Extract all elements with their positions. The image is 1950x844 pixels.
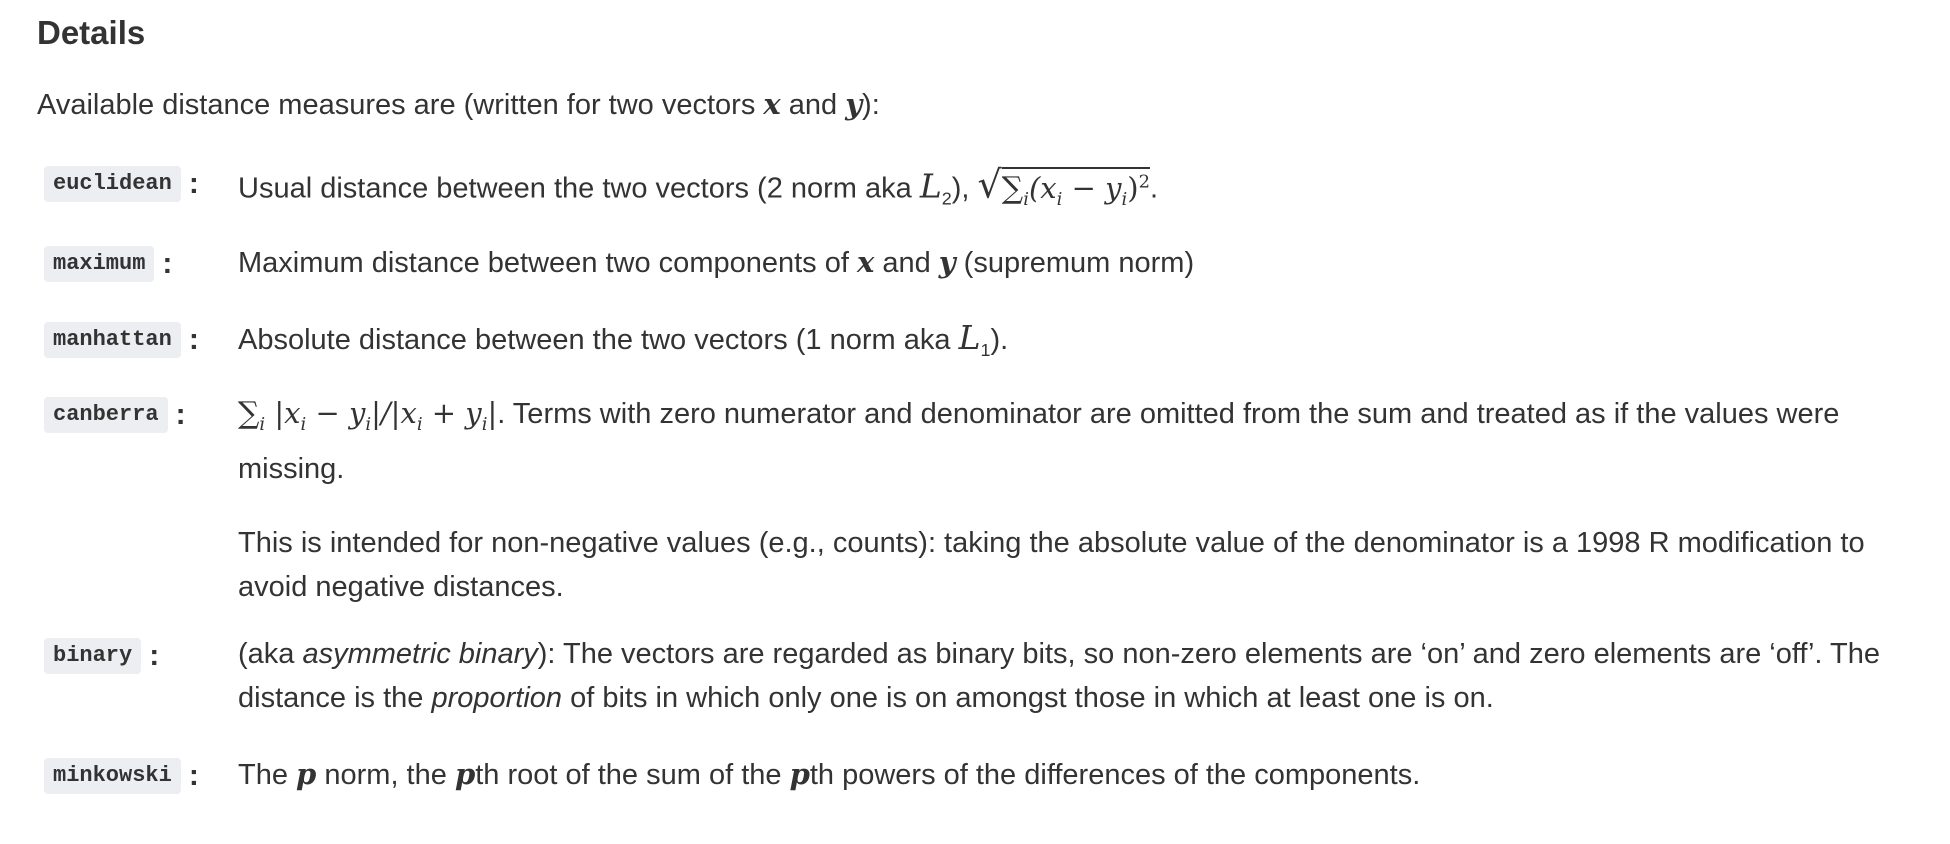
math-text: | <box>487 396 498 430</box>
math-text: (x <box>1028 170 1057 205</box>
desc-binary <box>238 632 1928 720</box>
desc-text: (supremum norm) <box>955 247 1195 279</box>
sum-symbol: ∑ <box>238 396 260 431</box>
canberra-para-1 <box>238 391 1928 491</box>
desc-text: and <box>874 247 939 279</box>
math-sub: 1 <box>980 339 991 360</box>
intro-end: ): <box>862 89 880 121</box>
desc-canberra <box>238 391 1928 609</box>
desc-text: (aka <box>238 638 303 670</box>
canberra-formula <box>238 396 498 435</box>
term-colon: : <box>162 247 173 280</box>
term-colon: : <box>188 167 199 200</box>
code-maximum: maximum <box>44 246 154 282</box>
desc-text: . Terms with zero numerator and denominator are omitted from the sum and treated as if the values were missing. <box>238 398 1840 485</box>
math-L: L <box>958 318 981 357</box>
math-sub: i <box>365 413 372 435</box>
term-manhattan <box>44 322 199 358</box>
term-binary <box>44 638 159 674</box>
desc-text: The <box>238 759 297 791</box>
intro-paragraph <box>37 86 880 123</box>
desc-text: th powers of the differences of the components. <box>809 759 1421 791</box>
math-text: − y <box>1062 170 1122 205</box>
code-binary: binary <box>44 638 141 674</box>
math-x: x <box>856 245 875 279</box>
desc-euclidean <box>238 160 1928 221</box>
math-text: |/|x <box>371 396 417 430</box>
math-sup: 2 <box>1138 171 1150 192</box>
math-x: x <box>763 87 781 121</box>
math-y: y <box>845 87 863 121</box>
math-sub: i <box>1121 188 1128 210</box>
desc-text: Absolute distance between the two vectors (1 norm aka <box>238 324 959 356</box>
canberra-para-2: This is intended for non-negative values (e.g., counts): taking the absolute value of the denominator is a 1998 R modification to avoid negative distances. <box>238 526 1865 603</box>
math-sub: i <box>300 413 307 435</box>
sqrt-icon: √ <box>977 162 1002 207</box>
math-p: p <box>789 757 810 791</box>
emphasis-text: proportion <box>431 682 563 714</box>
emphasis-text: asymmetric binary <box>302 638 538 670</box>
math-L: L <box>919 166 942 206</box>
desc-text: ): The vectors are regarded as binary bits, so non-zero elements are ‘on’ and zero elements are ‘off’. The distance is the <box>238 638 1880 714</box>
term-colon: : <box>149 639 160 672</box>
math-p: p <box>296 757 317 791</box>
term-minkowski <box>44 758 199 794</box>
math-p: p <box>454 757 476 791</box>
desc-manhattan <box>238 316 1928 372</box>
desc-text: ). <box>990 324 1009 356</box>
term-colon: : <box>188 759 199 792</box>
desc-minkowski <box>238 752 1928 797</box>
term-canberra <box>44 397 186 433</box>
math-y: y <box>938 245 956 279</box>
math-sub: i <box>416 413 423 435</box>
term-colon: : <box>188 323 199 356</box>
intro-text: Available distance measures are (written for two vectors <box>37 89 764 121</box>
code-manhattan: manhattan <box>44 322 181 358</box>
math-text: − y <box>306 396 366 430</box>
desc-text: norm, the <box>316 759 455 791</box>
euclidean-formula <box>1001 167 1150 210</box>
math-text: |x <box>265 396 301 430</box>
desc-text: ), <box>951 172 978 205</box>
desc-text: . <box>1150 172 1159 205</box>
section-heading: Details <box>37 14 146 51</box>
code-canberra: canberra <box>44 397 168 433</box>
desc-maximum <box>238 240 1928 285</box>
sum-symbol: ∑ <box>1001 170 1024 206</box>
math-sub: i <box>259 413 266 435</box>
term-euclidean <box>44 166 199 202</box>
math-sub: i <box>1056 188 1063 210</box>
code-minkowski: minkowski <box>44 758 181 794</box>
math-sub: 2 <box>941 188 952 209</box>
math-sub: i <box>1023 188 1029 210</box>
math-text: + y <box>422 396 482 430</box>
desc-text: of bits in which only one is on amongst those in which at least one is on. <box>562 682 1494 714</box>
code-euclidean: euclidean <box>44 166 181 202</box>
term-colon: : <box>175 398 186 431</box>
intro-and: and <box>780 89 846 121</box>
desc-text: Maximum distance between two components of <box>238 247 857 279</box>
term-maximum <box>44 246 172 282</box>
desc-text: th root of the sum of the <box>475 759 790 791</box>
math-text: ) <box>1127 170 1139 205</box>
desc-text: Usual distance between the two vectors (2 norm aka <box>238 172 920 205</box>
math-sub: i <box>481 413 488 435</box>
